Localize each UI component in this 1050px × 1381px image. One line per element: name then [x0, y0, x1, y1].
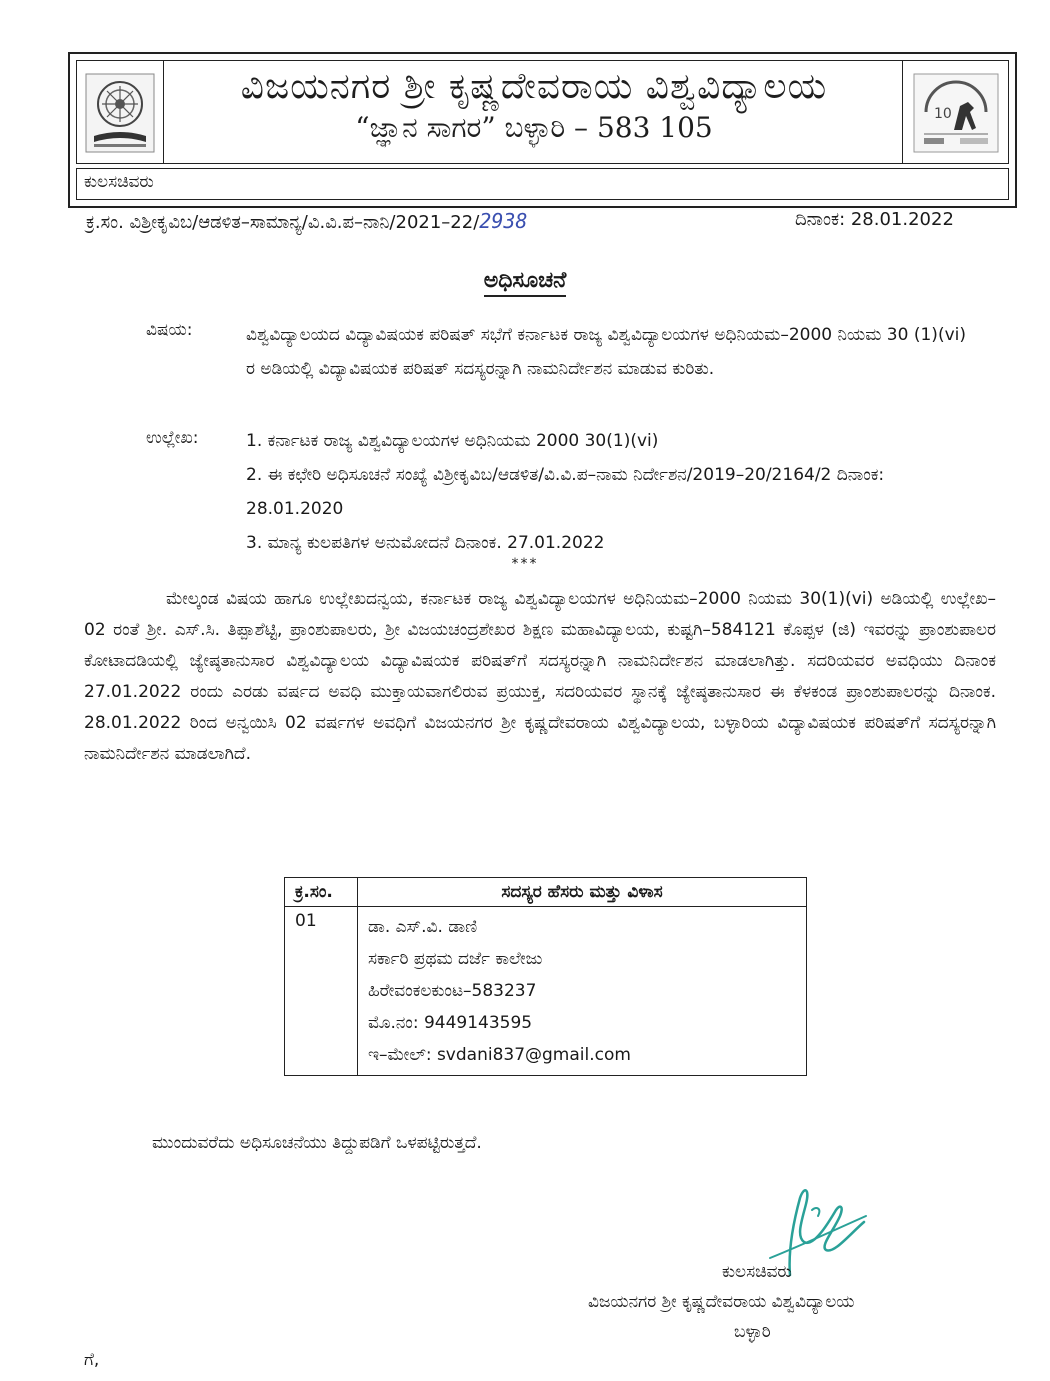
notification-heading — [0, 268, 1050, 293]
subject-text: ವಿಶ್ವವಿದ್ಯಾಲಯದ ವಿದ್ಯಾವಿಷಯಕ ಪರಿಷತ್ ಸಭೆಗೆ ಕರ್ನಾಟಕ ರಾಜ್ಯ ವಿಶ್ವವಿದ್ಯಾಲಯಗಳ ಅಧಿನಿಯಮ–2000 ನಿಯಮ 30 (1)(vi) ರ ಅಡಿಯಲ್ಲಿ ವಿದ್ಯಾವಿಷಯಕ ಪರಿಷತ್ ಸದಸ್ಯರನ್ನಾಗಿ ನಾಮನಿರ್ದೇಶನ ಮಾಡುವ ಕುರಿತು. — [246, 325, 966, 379]
member-details-cell — [358, 907, 807, 1076]
reference-line — [86, 209, 527, 233]
office-label: ಕುಲಸಚಿವರು — [84, 172, 154, 192]
university-motto-address: “ಜ್ಞಾನ ಸಾಗರ” ಬಳ್ಳಾರಿ – 583 105 — [355, 111, 713, 144]
university-name: ವಿಜಯನಗರ ಶ್ರೀ ಕೃಷ್ಣದೇವರಾಯ ವಿಶ್ವವಿದ್ಯಾಲಯ — [240, 66, 828, 107]
signatory-title: ಕುಲಸಚಿವರು — [722, 1262, 792, 1282]
section-separator: *** — [511, 556, 539, 572]
recipient-to-label: ಗೆ, — [84, 1350, 100, 1370]
column-header-serial: ಕ್ರ.ಸಂ. — [285, 878, 358, 907]
table-header-row — [285, 878, 807, 907]
notification-heading-text: ಅಧಿಸೂಚನೆ — [484, 268, 567, 297]
closing-statement: ಮುಂದುವರೆದು ಅಧಿಸೂಚನೆಯು ತಿದ್ದುಪಡಿಗೆ ಒಳಪಟ್ಟಿರುತ್ತದೆ. — [152, 1133, 482, 1153]
member-college: ಸರ್ಕಾರಿ ಪ್ರಥಮ ದರ್ಜೆ ಕಾಲೇಜು — [368, 949, 543, 969]
signatory-place: ಬಳ್ಳಾರಿ — [734, 1322, 771, 1342]
svg-text:10: 10 — [934, 106, 952, 122]
reference-prefix: ಕ್ರ.ಸಂ. ವಿಶ್ರೀಕೃವಿಬ/ಆಡಳಿತ–ಸಾಮಾನ್ಯ/ವಿ.ವಿ.ಪ–ನಾನಿ/2021–22/ — [86, 212, 480, 233]
column-header-member: ಸದಸ್ಯರ ಹೆಸರು ಮತ್ತು ವಿಳಾಸ — [358, 878, 807, 907]
letterhead-divider-right — [902, 60, 903, 164]
serial-number-cell: 01 — [285, 907, 358, 1076]
table-row — [285, 907, 807, 1076]
reference-number-handwritten: 2938 — [479, 209, 528, 233]
reference-item: 3. ಮಾನ್ಯ ಕುಲಪತಿಗಳ ಅನುಮೋದನೆ ದಿನಾಂಕ. 27.01.2022 — [246, 533, 605, 553]
anniversary-logo — [912, 72, 1000, 154]
subject-label: ವಿಷಯ: — [146, 320, 193, 340]
letterhead-divider-left — [163, 60, 164, 164]
member-email: ಇ–ಮೇಲ್: svdani837@gmail.com — [368, 1045, 631, 1065]
body-paragraph: ಮೇಲ್ಕಂಡ ವಿಷಯ ಹಾಗೂ ಉಲ್ಲೇಖದನ್ವಯ, ಕರ್ನಾಟಕ ರಾಜ್ಯ ವಿಶ್ವವಿದ್ಯಾಲಯಗಳ ಅಧಿನಿಯಮ–2000 ನಿಯಮ 30(1)(vi) ಅಡಿಯಲ್ಲಿ ಉಲ್ಲೇಖ–02 ರಂತೆ ಶ್ರೀ. ಎಸ್.ಸಿ. ತಿಪ್ಪಾಶೆಟ್ಟಿ, ಪ್ರಾಂಶುಪಾಲರು, ಶ್ರೀ ವಿಜಯಚಂದ್ರಶೇಖರ ಶಿಕ್ಷಣ ಮಹಾವಿದ್ಯಾಲಯ, ಕುಷ್ಟಗಿ–584121 ಕೊಪ್ಪಳ (ಜಿ) ಇವರನ್ನು ಪ್ರಾಂಶುಪಾಲರ ಕೋಟಾದಡಿಯಲ್ಲಿ ಜ್ಯೇಷ್ಠತಾನುಸಾರ ವಿಶ್ವವಿದ್ಯಾಲಯ ವಿದ್ಯಾವಿಷಯಕ ಪರಿಷತ್‌ಗೆ ಸದಸ್ಯರನ್ನಾಗಿ ನಾಮನಿರ್ದೇಶನ ಮಾಡಲಾಗಿತ್ತು. ಸದರಿಯವರ ಅವಧಿಯು ದಿನಾಂಕ 27.01.2022 ರಂದು ಎರಡು ವರ್ಷದ ಅವಧಿ ಮುಕ್ತಾಯವಾಗಲಿರುವ ಪ್ರಯುಕ್ತ, ಸದರಿಯವರ ಸ್ಥಾನಕ್ಕೆ ಜ್ಯೇಷ್ಠತಾನುಸಾರ ಈ ಕೆಳಕಂಡ ಪ್ರಾಂಶುಪಾಲರನ್ನು ದಿನಾಂಕ. 28.01.2022 ರಿಂದ ಅನ್ವಯಿಸಿ 02 ವರ್ಷಗಳ ಅವಧಿಗೆ ವಿಜಯನಗರ ಶ್ರೀ ಕೃಷ್ಣದೇವರಾಯ ವಿಶ್ವವಿದ್ಯಾಲಯ, ಬಳ್ಳಾರಿಯ ವಿದ್ಯಾವಿಷಯಕ ಪರಿಷತ್‌ಗೆ ಸದಸ್ಯರನ್ನಾಗಿ ನಾಮನಿರ್ದೇಶನ ಮಾಡಲಾಗಿದೆ. — [84, 589, 996, 764]
university-emblem-logo — [84, 72, 156, 154]
references-label: ಉಲ್ಲೇಖ: — [146, 428, 199, 448]
issue-date: ದಿನಾಂಕ: 28.01.2022 — [795, 209, 954, 230]
member-name: ಡಾ. ಎಸ್.ವಿ. ಡಾಣಿ — [368, 917, 478, 937]
member-table — [284, 877, 807, 1076]
member-phone: ಮೊ.ನಂ: 9449143595 — [368, 1013, 533, 1033]
member-place: ಹಿರೇವಂಕಲಕುಂಟ–583237 — [368, 981, 537, 1001]
office-row-frame — [76, 168, 1009, 200]
signatory-university: ವಿಜಯನಗರ ಶ್ರೀ ಕೃಷ್ಣದೇವರಾಯ ವಿಶ್ವವಿದ್ಯಾಲಯ — [588, 1292, 855, 1312]
reference-item: 2. ಈ ಕಛೇರಿ ಅಧಿಸೂಚನೆ ಸಂಖ್ಯೆ ವಿಶ್ರೀಕೃವಿಬ/ಆಡಳಿತ/ವಿ.ವಿ.ಪ–ನಾಮ ನಿರ್ದೇಶನ/2019–20/2164/2 ದಿನಾಂಕ: 28.01.2020 — [246, 465, 885, 519]
references-list — [246, 424, 946, 560]
reference-item: 1. ಕರ್ನಾಟಕ ರಾಜ್ಯ ವಿಶ್ವವಿದ್ಯಾಲಯಗಳ ಅಧಿನಿಯಮ 2000 30(1)(vi) — [246, 431, 659, 451]
